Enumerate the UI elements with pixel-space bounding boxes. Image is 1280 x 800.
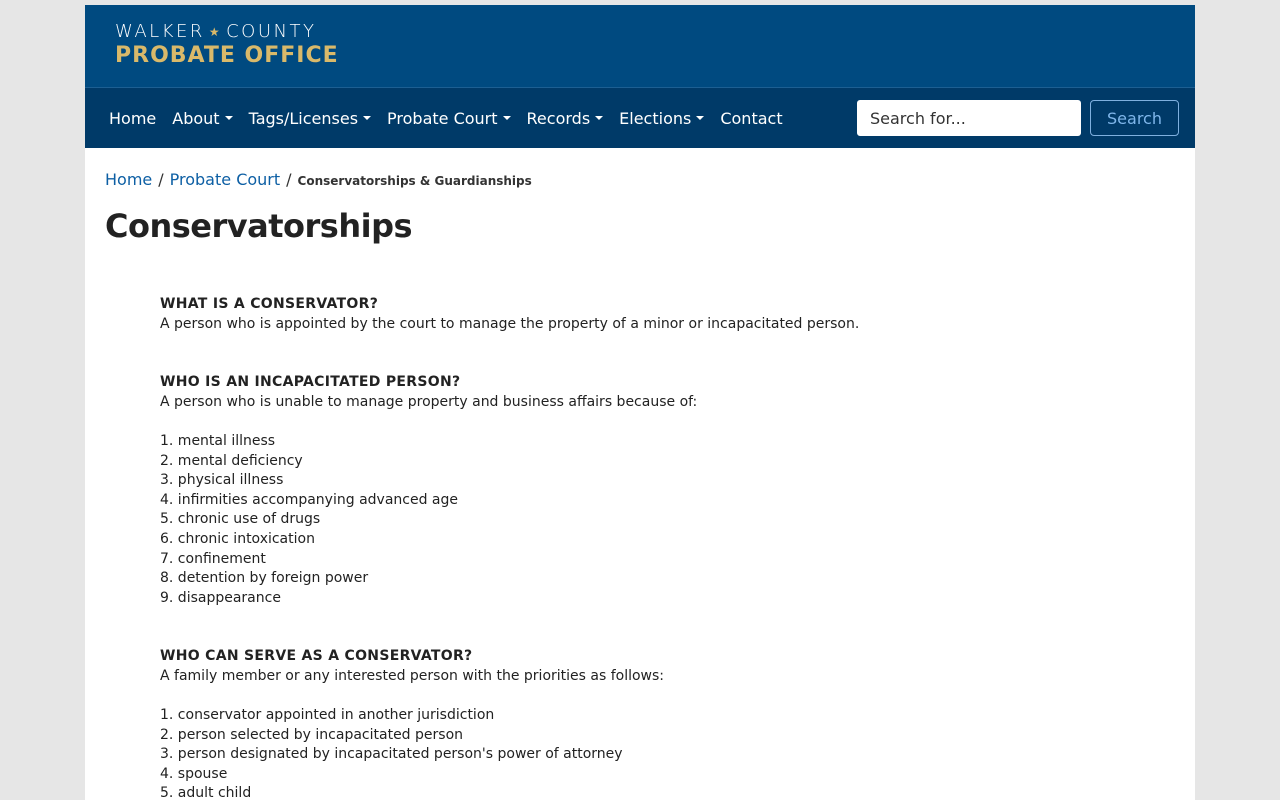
- main-navbar: [85, 88, 1195, 148]
- numbered-list: [160, 706, 1175, 800]
- caret-down-icon: [696, 116, 704, 120]
- list-item: 5. chronic use of drugs: [160, 511, 321, 528]
- nav-menu: [101, 109, 791, 128]
- page-title: Conservatorships: [105, 207, 413, 245]
- logo-office-text: PROBATE OFFICE: [115, 43, 339, 68]
- nav-item-home[interactable]: [101, 109, 164, 128]
- page-container: [85, 5, 1195, 800]
- nav-item-elections[interactable]: [611, 109, 712, 128]
- breadcrumb-separator: /: [286, 170, 292, 189]
- list-item: 4. infirmities accompanying advanced age: [160, 491, 458, 508]
- faq-answer: A family member or any interested person with the priorities as follows:: [160, 667, 665, 684]
- nav-item-label: Tags/Licenses: [248, 108, 359, 128]
- nav-item-tags-licenses[interactable]: [241, 109, 379, 128]
- list-item: 7. confinement: [160, 550, 266, 567]
- caret-down-icon: [595, 116, 603, 120]
- nav-item-contact[interactable]: [712, 109, 790, 128]
- list-item: 5. adult child: [160, 785, 252, 800]
- list-item: 6. chronic intoxication: [160, 530, 315, 547]
- breadcrumb-current: Conservatorships & Guardianships: [297, 174, 532, 188]
- nav-item-label: Probate Court: [387, 108, 498, 128]
- nav-item-about[interactable]: [164, 109, 240, 128]
- faq-answer: A person who is appointed by the court to manage the property of a minor or incapacitated person.: [160, 315, 860, 332]
- nav-item-label: About: [172, 108, 220, 128]
- logo-top-left-text: WALKER: [115, 21, 205, 42]
- nav-item-probate-court[interactable]: [379, 109, 519, 128]
- faq-section: [160, 647, 1175, 800]
- star-icon: ★: [208, 25, 223, 39]
- logo-top-right-text: COUNTY: [226, 21, 317, 42]
- logo-county-line: [115, 23, 339, 41]
- numbered-list: [160, 432, 1175, 608]
- faq-answer: A person who is unable to manage property and business affairs because of:: [160, 393, 698, 410]
- nav-item-label: Contact: [720, 108, 783, 128]
- breadcrumb-separator: /: [158, 170, 164, 189]
- faq-section: [160, 295, 1175, 334]
- list-item: 9. disappearance: [160, 589, 281, 606]
- list-item: 1. conservator appointed in another jurisdiction: [160, 707, 495, 724]
- list-item: 3. person designated by incapacitated person's power of attorney: [160, 746, 623, 763]
- nav-item-label: Records: [526, 108, 591, 128]
- brand-header: [85, 5, 1195, 88]
- caret-down-icon: [503, 116, 511, 120]
- caret-down-icon: [363, 116, 371, 120]
- breadcrumb: [105, 170, 1175, 189]
- list-item: 2. person selected by incapacitated person: [160, 726, 464, 743]
- list-item: 4. spouse: [160, 765, 228, 782]
- main-content: [85, 170, 1195, 800]
- faq-section: [160, 373, 1175, 608]
- faq-question: WHO CAN SERVE AS A CONSERVATOR?: [160, 648, 473, 665]
- search-button[interactable]: Search: [1090, 100, 1179, 136]
- article-body: [160, 295, 1175, 800]
- faq-question: WHAT IS A CONSERVATOR?: [160, 296, 379, 312]
- nav-item-label: Home: [109, 108, 157, 128]
- breadcrumb-home-link[interactable]: Home: [105, 170, 153, 189]
- caret-down-icon: [225, 116, 233, 120]
- faq-question: WHO IS AN INCAPACITATED PERSON?: [160, 374, 461, 391]
- site-logo[interactable]: [115, 23, 339, 67]
- list-item: 1. mental illness: [160, 432, 276, 449]
- breadcrumb-probate-court-link[interactable]: Probate Court: [169, 170, 281, 189]
- search-input[interactable]: [857, 100, 1081, 136]
- list-item: 8. detention by foreign power: [160, 570, 369, 587]
- nav-item-label: Elections: [619, 108, 692, 128]
- list-item: 2. mental deficiency: [160, 452, 303, 469]
- list-item: 3. physical illness: [160, 472, 284, 489]
- nav-item-records[interactable]: [519, 109, 612, 128]
